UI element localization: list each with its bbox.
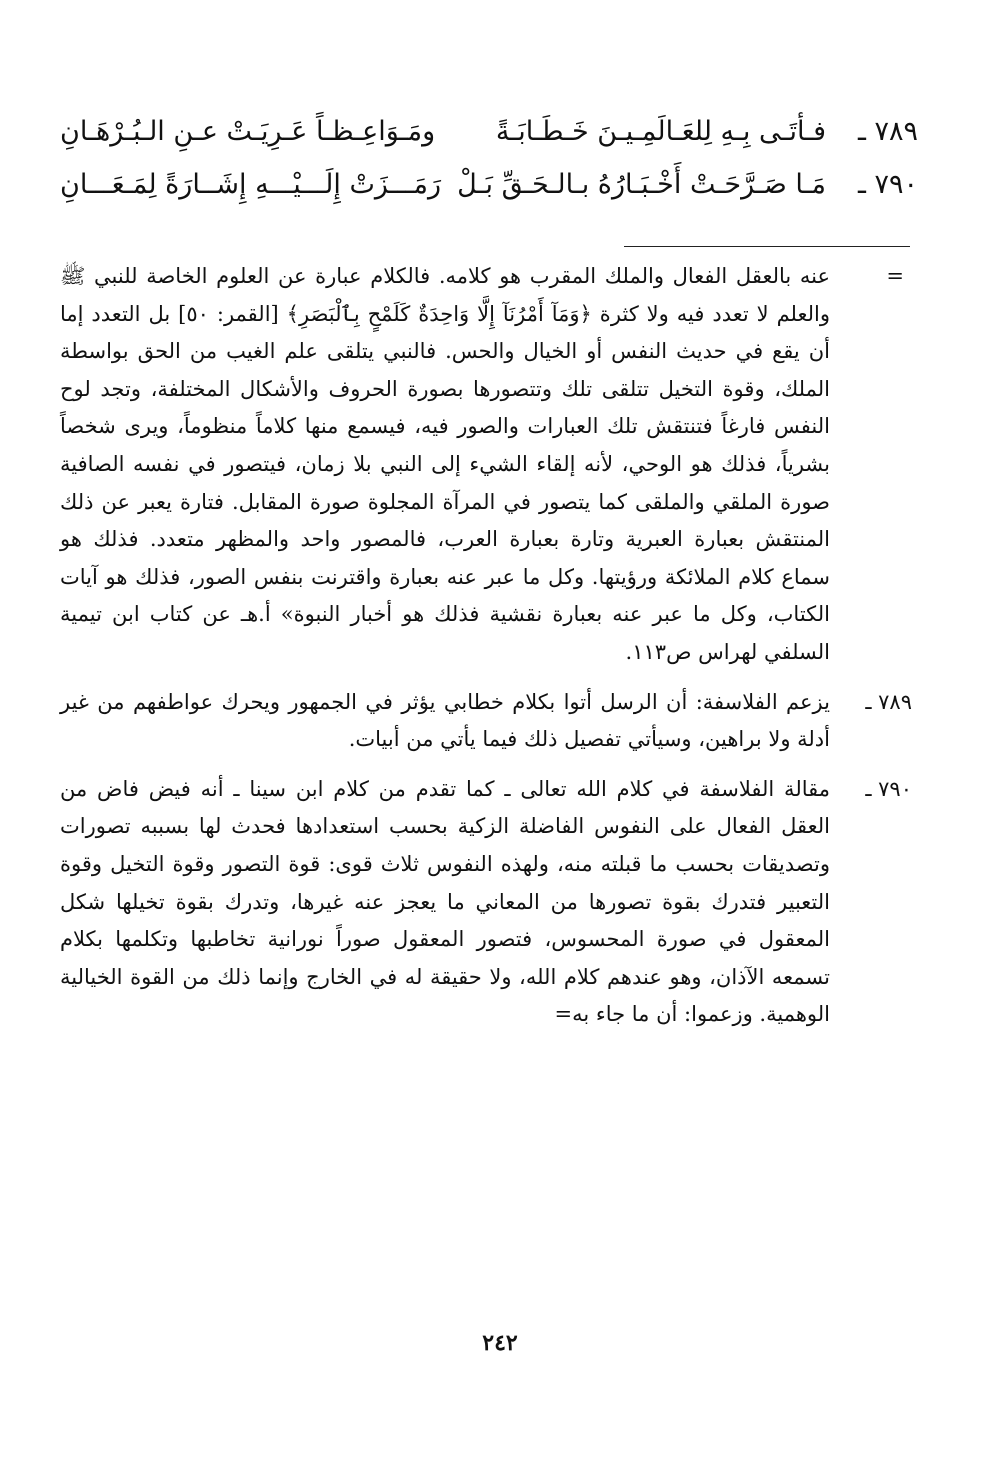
first-hemistich: مَـا صَـرَّحَـتْ أَخْـبَـارُهُ بـالـحَـقِّ بَـلْ — [457, 169, 826, 200]
verse-789 — [60, 107, 918, 157]
verse-number: ٧٩٠ ـ — [857, 169, 918, 200]
footnote-text: عنه بالعقل الفعال والملك المقرب هو كلامه. فالكلام عبارة عن العلوم الخاصة للنبي ﷺ والعلم لا تعدد فيه ولا كثرة ﴿وَمَآ أَمْرُنَآ إِلَّا وَاحِدَةٌ كَلَمْحٍ بِٱلْبَصَرِ﴾ [القمر: ٥٠] بل التعدد إما أن يقع في حديث النفس أو الخيال والحس. فالنبي يتلقى علم الغيب من الحق بواسطة الملك، وقوة التخيل تتلقى تلك وتتصورها بصورة الحروف والأشكال المختلفة، وتجد لوح النفس فارغاً فتنتقش تلك العبارات والصور فيه، فيسمع منها كلاماً منظوماً، ويرى شخصاً بشرياً، فذلك هو الوحي، لأنه إلقاء الشيء إلى النبي بلا زمان، فيتصور في نفسه الصافية صورة الملقي والملقى كما يتصور في المرآة المجلوة صورة المقابل. فتارة يعبر عن ذلك المنتقش بعبارة العبرية وتارة بعبارة العرب، فالمصور واحد والمظهر متعدد. فذلك هو سماع كلام الملائكة ورؤيتها. وكل ما عبر عنه بعبارة واقترنت بنفس الصور، فذلك هو آيات الكتاب، وكل ما عبر عنه بعبارة نقشية فذلك هو أخبار النبوة» أ.هـ عن كتاب ابن تيمية السلفي لهراس ص١١٣. — [60, 264, 831, 664]
footnote-text: مقالة الفلاسفة في كلام الله تعالى ـ كما تقدم من كلام ابن سينا ـ أنه فيض فاض من العقل الفعال على النفوس الفاضلة الزكية بحسب استعدادها فحدث لها بسببه تصورات وتصديقات بحسب ما قبلته منه، ولهذه النفوس ثلاث قوى: قوة التصور وقوة التخيل وقوة التعبير فتدرك بقوة تصورها من المعاني ما يعجز عنه غيرها، وتدرك بقوة تخيلها شكل المعقول في صورة المحسوس، فتصور المعقول صوراً نورانية تخاطبها وتكلمها بكلام تسمعه الآذان، وهو عندهم كلام الله، ولا حقيقة له في الخارج وإنما ذلك من القوة الخيالية الوهمية. وزعموا: أن ما جاء به= — [60, 776, 830, 1027]
first-hemistich: فـأتَـى بِـهِ لِلعَـالَمِـيـنَ خَـطَـابَـةً — [495, 116, 826, 147]
verse-790 — [60, 160, 918, 210]
continuation-marker: = — [886, 264, 904, 288]
footnote-790 — [60, 771, 912, 1034]
footnotes — [60, 258, 912, 1046]
page-number: ٢٤٢ — [482, 1330, 518, 1356]
second-hemistich: رَمَـــزَتْ إِلَـــيْـــهِ إِشَــارَةً لِمَـعَـــانِ — [60, 169, 442, 200]
second-hemistich: ومَـوَاعِـظـاً عَـرِيَـتْ عـنِ الـبُـرْهَـانِ — [60, 116, 436, 147]
footnote-separator — [624, 246, 910, 247]
footnote-789 — [60, 684, 912, 759]
verse-number: ٧٨٩ ـ — [857, 116, 918, 147]
footnote-number: ٧٨٩ ـ — [865, 689, 912, 714]
footnote-continuation — [60, 258, 912, 672]
footnote-number: ٧٩٠ ـ — [865, 776, 912, 801]
footnote-text: يزعم الفلاسفة: أن الرسل أتوا بكلام خطابي يؤثر في الجمهور ويحرك عواطفهم من غير أدلة ولا براهين، وسيأتي تفصيل ذلك فيما يأتي من أبيات. — [60, 689, 830, 752]
